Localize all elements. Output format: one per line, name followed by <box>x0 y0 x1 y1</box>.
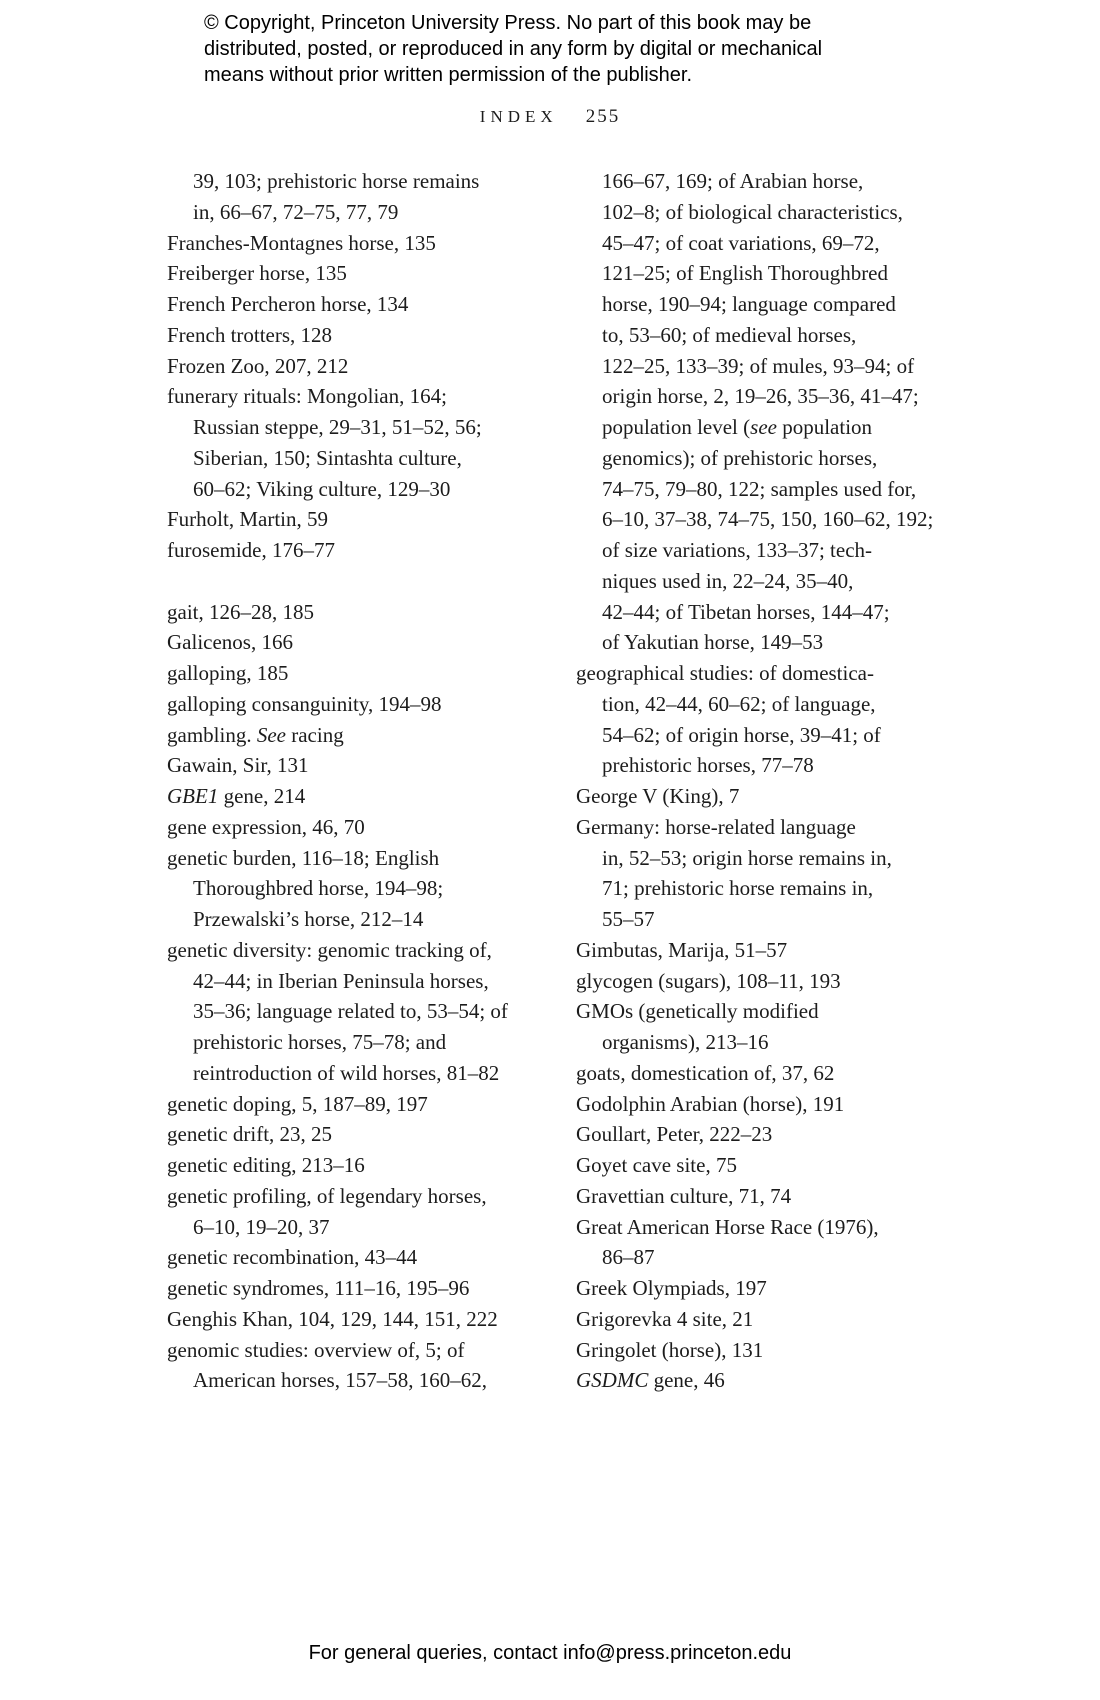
index-line: of size variations, 133–37; tech- <box>602 538 873 562</box>
running-head <box>0 106 1100 128</box>
index-line: prehistoric horses, 77–78 <box>602 753 814 778</box>
index-line: 39, 103; prehistoric horse remains <box>193 169 480 193</box>
index-line: genomic studies: overview of, 5; of <box>167 1337 465 1362</box>
index-line: genetic doping, 5, 187–89, 197 <box>167 1091 428 1116</box>
copyright-notice <box>204 10 822 88</box>
index-line: 42–44; of Tibetan horses, 144–47; <box>602 599 890 624</box>
index-line: horse, 190–94; language compared <box>602 292 896 316</box>
index-line: genomics); of prehistoric horses, <box>602 445 878 470</box>
index-line: genetic drift, 23, 25 <box>167 1122 333 1147</box>
index-line: genetic recombination, 43–44 <box>167 1245 418 1270</box>
index-line: geographical studies: of domestica- <box>576 661 874 685</box>
index-line: Freiberger horse, 135 <box>167 261 347 286</box>
index-line: 121–25; of English Thoroughbred <box>602 261 889 286</box>
index-line: glycogen (sugars), 108–11, 193 <box>576 968 841 993</box>
index-line: prehistoric horses, 75–78; and <box>193 1030 447 1054</box>
index-line: of Yakutian horse, 149–53 <box>602 630 824 655</box>
index-line: Frozen Zoo, 207, 212 <box>167 353 349 378</box>
index-line: 6–10, 19–20, 37 <box>193 1214 330 1239</box>
index-line: 54–62; of origin horse, 39–41; of <box>602 722 881 747</box>
index-line: American horses, 157–58, 160–62, <box>193 1368 487 1393</box>
index-line: Godolphin Arabian (horse), 191 <box>576 1091 845 1116</box>
index-line: Furholt, Martin, 59 <box>167 507 328 532</box>
index-line: genetic profiling, of legendary horses, <box>167 1183 487 1208</box>
index-line: 55–57 <box>602 907 655 931</box>
index-line: origin horse, 2, 19–26, 35–36, 41–47; <box>602 384 919 409</box>
index-line: Goyet cave site, 75 <box>576 1153 737 1177</box>
index-line: Gravettian culture, 71, 74 <box>576 1183 792 1208</box>
index-line: Galicenos, 166 <box>167 630 293 655</box>
index-line: George V (King), 7 <box>576 784 740 808</box>
index-line: GSDMC gene, 46 <box>576 1368 725 1393</box>
index-line: tion, 42–44, 60–62; of language, <box>602 691 876 716</box>
index-line: Russian steppe, 29–31, 51–52, 56; <box>193 415 482 439</box>
index-line: goats, domestication of, 37, 62 <box>576 1060 835 1085</box>
index-line: Great American Horse Race (1976), <box>576 1214 879 1239</box>
index-line: 42–44; in Iberian Peninsula horses, <box>193 968 489 993</box>
index-line: Siberian, 150; Sintashta culture, <box>193 445 462 470</box>
index-line: 102–8; of biological characteristics, <box>602 199 903 224</box>
index-line: genetic editing, 213–16 <box>167 1153 365 1177</box>
index-line: gait, 126–28, 185 <box>167 599 314 624</box>
index-line: galloping, 185 <box>167 661 289 685</box>
index-line: Genghis Khan, 104, 129, 144, 151, 222 <box>167 1306 498 1331</box>
index-line: Greek Olympiads, 197 <box>576 1276 767 1300</box>
index-line: 122–25, 133–39; of mules, 93–94; of <box>602 353 915 378</box>
index-line: 60–62; Viking culture, 129–30 <box>193 476 451 501</box>
index-line: Germany: horse-related language <box>576 814 856 839</box>
index-line: population level (see population <box>602 415 873 439</box>
index-line: in, 52–53; origin horse remains in, <box>602 845 892 870</box>
footer-contact: For general queries, contact info@press.princeton.edu <box>308 1642 792 1664</box>
index-line: French Percheron horse, 134 <box>167 292 409 316</box>
index-blank-line <box>167 566 567 597</box>
index-line: 166–67, 169; of Arabian horse, <box>602 169 864 193</box>
index-line: Franches-Montagnes horse, 135 <box>167 230 436 255</box>
index-right-column <box>576 166 976 1396</box>
index-line: to, 53–60; of medieval horses, <box>602 322 857 347</box>
index-line: niques used in, 22–24, 35–40, <box>602 568 854 593</box>
index-line: galloping consanguinity, 194–98 <box>167 691 442 716</box>
index-line: furosemide, 176–77 <box>167 538 335 562</box>
copyright-line-2: distributed, posted, or reproduced in any form by digital or mechanical <box>204 38 823 60</box>
index-line: GMOs (genetically modified <box>576 999 819 1024</box>
index-line: Thoroughbred horse, 194–98; <box>193 876 444 901</box>
index-line: reintroduction of wild horses, 81–82 <box>193 1060 500 1085</box>
index-line: genetic diversity: genomic tracking of, <box>167 937 492 962</box>
index-line: Gimbutas, Marija, 51–57 <box>576 937 788 962</box>
index-line: 71; prehistoric horse remains in, <box>602 876 874 901</box>
index-line: funerary rituals: Mongolian, 164; <box>167 384 447 409</box>
index-line: Goullart, Peter, 222–23 <box>576 1122 773 1147</box>
index-line: GBE1 gene, 214 <box>167 784 306 808</box>
index-line: genetic burden, 116–18; English <box>167 845 440 870</box>
index-line: organisms), 213–16 <box>602 1030 769 1054</box>
index-line: Gawain, Sir, 131 <box>167 753 309 778</box>
index-line: in, 66–67, 72–75, 77, 79 <box>193 199 399 224</box>
index-line: Grigorevka 4 site, 21 <box>576 1306 754 1331</box>
index-line: French trotters, 128 <box>167 322 333 347</box>
copyright-line-3: means without prior written permission of the publisher. <box>204 64 693 86</box>
index-line: 45–47; of coat variations, 69–72, <box>602 230 880 255</box>
index-line: 6–10, 37–38, 74–75, 150, 160–62, 192; <box>602 507 934 532</box>
index-left-column <box>167 166 567 1396</box>
page-number: 255 <box>585 106 621 127</box>
copyright-line-1: © Copyright, Princeton University Press. No part of this book may be <box>204 12 812 34</box>
index-line: 86–87 <box>602 1245 655 1270</box>
index-line: gene expression, 46, 70 <box>167 814 365 839</box>
index-line: 74–75, 79–80, 122; samples used for, <box>602 476 917 501</box>
index-line: Przewalski’s horse, 212–14 <box>193 907 424 931</box>
index-line: 35–36; language related to, 53–54; of <box>193 999 508 1024</box>
index-line: genetic syndromes, 111–16, 195–96 <box>167 1276 470 1300</box>
index-line: gambling. See racing <box>167 722 344 747</box>
index-line: Gringolet (horse), 131 <box>576 1337 764 1362</box>
index-title: INDEX <box>479 107 558 126</box>
